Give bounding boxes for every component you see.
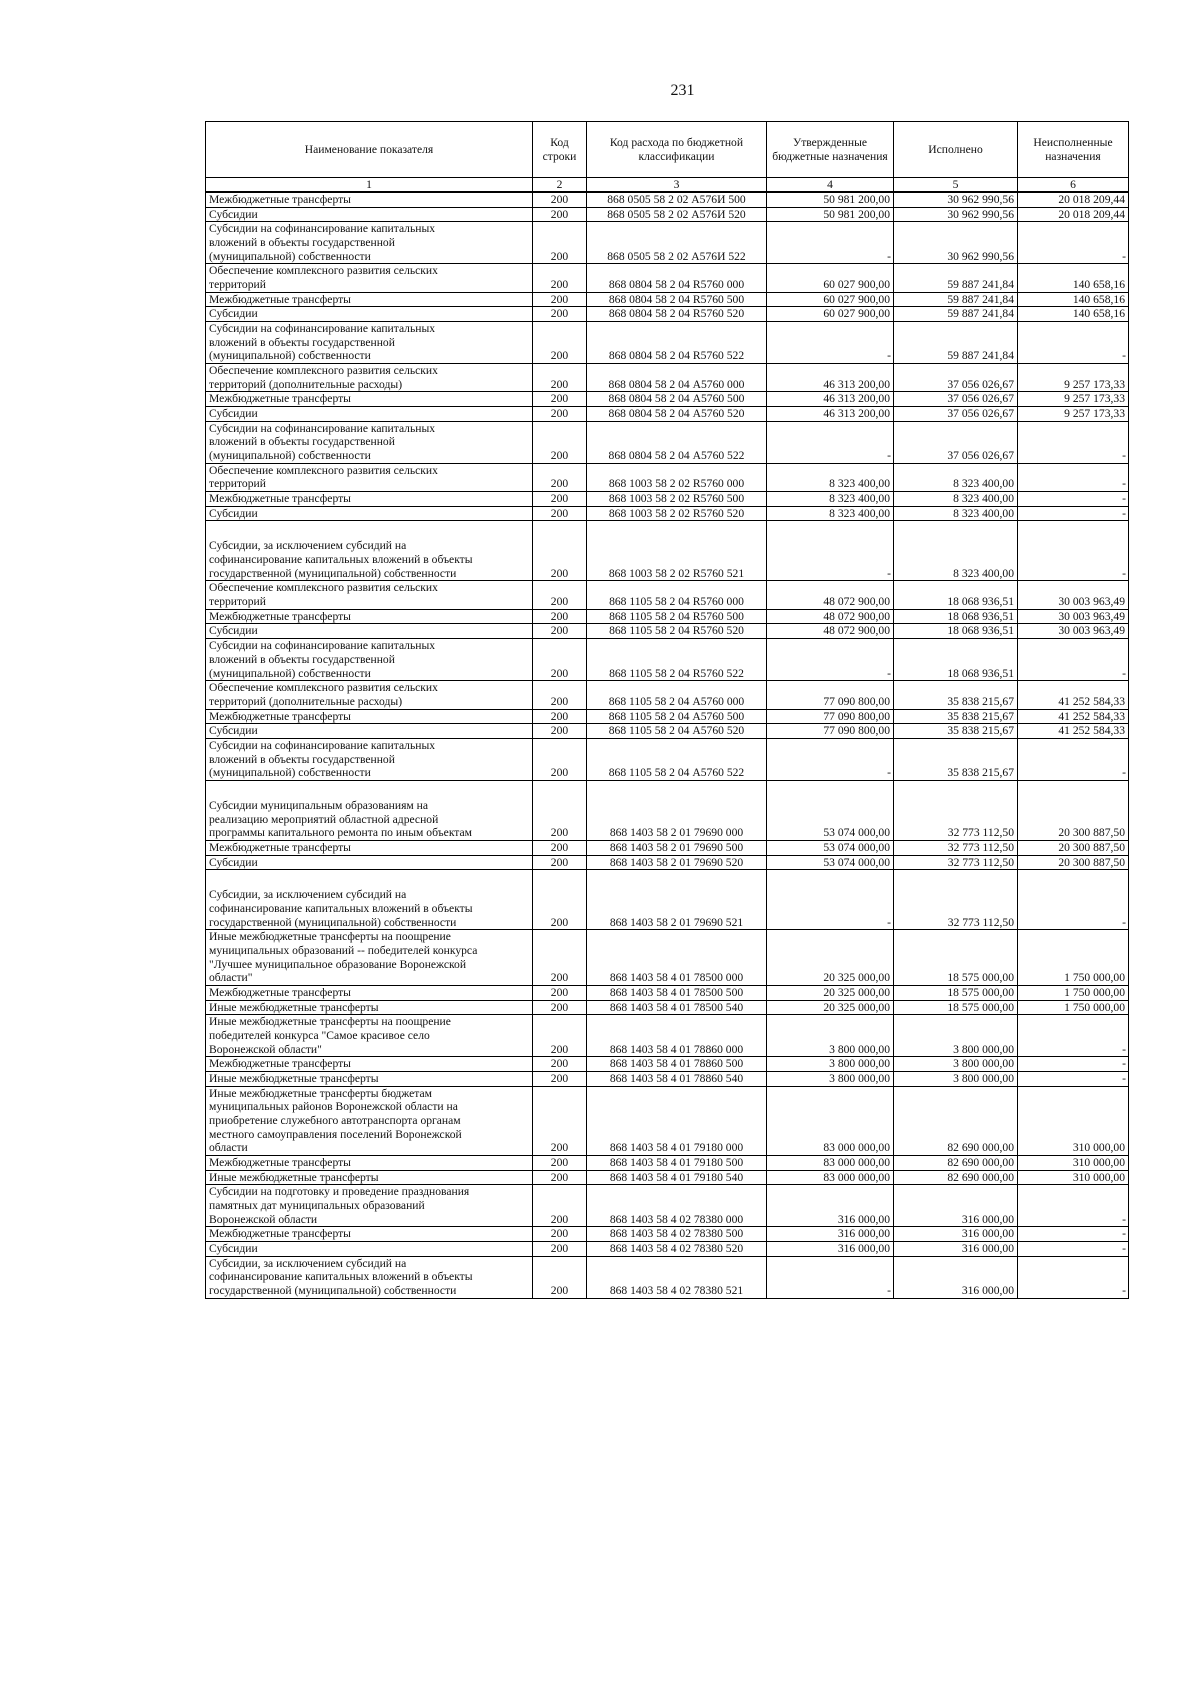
row-executed-amount: 316 000,00 <box>894 1242 1018 1257</box>
table-body <box>206 192 1129 1298</box>
header-executed: Исполнено <box>894 122 1018 178</box>
row-name: Субсидии на софинансирование капитальных вложений в объекты государственной (муниципальной) собственности <box>206 222 533 264</box>
row-name: Межбюджетные трансферты <box>206 492 533 507</box>
row-name: Межбюджетные трансферты <box>206 985 533 1000</box>
row-approved-amount: 50 981 200,00 <box>767 207 894 222</box>
row-name: Субсидии <box>206 506 533 521</box>
row-approved-amount: 48 072 900,00 <box>767 609 894 624</box>
row-executed-amount: 3 800 000,00 <box>894 1057 1018 1072</box>
row-classification-code: 868 1403 58 4 01 78860 540 <box>587 1071 767 1086</box>
row-name: Субсидии <box>206 307 533 322</box>
row-line-code: 200 <box>533 870 587 930</box>
row-approved-amount: 46 313 200,00 <box>767 364 894 392</box>
row-approved-amount: 60 027 900,00 <box>767 307 894 322</box>
header-indicator-name: Наименование показателя <box>206 122 533 178</box>
row-approved-amount: - <box>767 521 894 581</box>
row-executed-amount: 18 575 000,00 <box>894 1000 1018 1015</box>
row-executed-amount: 18 068 936,51 <box>894 581 1018 609</box>
row-classification-code: 868 0505 58 2 02 А576И 500 <box>587 192 767 207</box>
row-line-code: 200 <box>533 506 587 521</box>
row-line-code: 200 <box>533 1185 587 1227</box>
table-row <box>206 392 1129 407</box>
row-approved-amount: 316 000,00 <box>767 1227 894 1242</box>
row-unexecuted-amount: - <box>1018 1227 1129 1242</box>
table-row <box>206 421 1129 463</box>
row-name: Межбюджетные трансферты <box>206 840 533 855</box>
row-unexecuted-amount: 9 257 173,33 <box>1018 392 1129 407</box>
table-row <box>206 222 1129 264</box>
table-row <box>206 307 1129 322</box>
row-line-code: 200 <box>533 724 587 739</box>
row-classification-code: 868 0804 58 2 04 А5760 000 <box>587 364 767 392</box>
row-line-code: 200 <box>533 1170 587 1185</box>
row-classification-code: 868 1105 58 2 04 А5760 522 <box>587 738 767 780</box>
row-executed-amount: 82 690 000,00 <box>894 1156 1018 1171</box>
row-unexecuted-amount: 20 018 209,44 <box>1018 192 1129 207</box>
row-unexecuted-amount: 140 658,16 <box>1018 264 1129 292</box>
row-executed-amount: 82 690 000,00 <box>894 1086 1018 1155</box>
row-executed-amount: 30 962 990,56 <box>894 222 1018 264</box>
row-line-code: 200 <box>533 192 587 207</box>
row-approved-amount: 20 325 000,00 <box>767 1000 894 1015</box>
row-unexecuted-amount: 20 018 209,44 <box>1018 207 1129 222</box>
row-approved-amount: 77 090 800,00 <box>767 724 894 739</box>
table-row <box>206 521 1129 581</box>
row-unexecuted-amount: 310 000,00 <box>1018 1170 1129 1185</box>
row-unexecuted-amount: - <box>1018 1185 1129 1227</box>
row-unexecuted-amount: 140 658,16 <box>1018 292 1129 307</box>
table-row <box>206 624 1129 639</box>
table-row <box>206 207 1129 222</box>
row-name: Субсидии <box>206 624 533 639</box>
row-executed-amount: 35 838 215,67 <box>894 681 1018 709</box>
row-classification-code: 868 1403 58 2 01 79690 000 <box>587 780 767 840</box>
header-budget-classification: Код расхода по бюджетной классификации <box>587 122 767 178</box>
row-approved-amount: 20 325 000,00 <box>767 985 894 1000</box>
row-line-code: 200 <box>533 1242 587 1257</box>
table-row <box>206 985 1129 1000</box>
table-row <box>206 855 1129 870</box>
row-executed-amount: 82 690 000,00 <box>894 1170 1018 1185</box>
row-classification-code: 868 1403 58 4 01 78860 500 <box>587 1057 767 1072</box>
row-unexecuted-amount: - <box>1018 738 1129 780</box>
row-approved-amount: - <box>767 870 894 930</box>
table-row <box>206 639 1129 681</box>
row-name: Иные межбюджетные трансферты <box>206 1170 533 1185</box>
column-number: 3 <box>587 178 767 193</box>
row-classification-code: 868 1403 58 4 02 78380 520 <box>587 1242 767 1257</box>
row-classification-code: 868 1403 58 4 02 78380 000 <box>587 1185 767 1227</box>
row-executed-amount: 32 773 112,50 <box>894 870 1018 930</box>
row-classification-code: 868 1105 58 2 04 А5760 000 <box>587 681 767 709</box>
row-executed-amount: 8 323 400,00 <box>894 506 1018 521</box>
table-row <box>206 1185 1129 1227</box>
row-classification-code: 868 0804 58 2 04 R5760 000 <box>587 264 767 292</box>
row-unexecuted-amount: 310 000,00 <box>1018 1156 1129 1171</box>
row-executed-amount: 18 068 936,51 <box>894 624 1018 639</box>
row-unexecuted-amount: - <box>1018 421 1129 463</box>
row-line-code: 200 <box>533 407 587 422</box>
row-executed-amount: 316 000,00 <box>894 1256 1018 1298</box>
header-unexecuted: Неисполненные назначения <box>1018 122 1129 178</box>
table-row <box>206 1156 1129 1171</box>
row-line-code: 200 <box>533 1256 587 1298</box>
row-approved-amount: 83 000 000,00 <box>767 1170 894 1185</box>
row-name: Межбюджетные трансферты <box>206 1227 533 1242</box>
table-row <box>206 1057 1129 1072</box>
row-classification-code: 868 1403 58 2 01 79690 520 <box>587 855 767 870</box>
row-approved-amount: - <box>767 322 894 364</box>
row-line-code: 200 <box>533 639 587 681</box>
row-unexecuted-amount: - <box>1018 1015 1129 1057</box>
row-line-code: 200 <box>533 930 587 986</box>
table-row <box>206 192 1129 207</box>
row-name: Субсидии, за исключением субсидий на софинансирование капитальных вложений в объекты государственной (муниципальной) собственности <box>206 1256 533 1298</box>
column-number-row <box>206 178 1129 193</box>
row-approved-amount: 20 325 000,00 <box>767 930 894 986</box>
row-line-code: 200 <box>533 1086 587 1155</box>
table-row <box>206 407 1129 422</box>
row-unexecuted-amount: - <box>1018 870 1129 930</box>
row-unexecuted-amount: - <box>1018 463 1129 491</box>
column-number: 4 <box>767 178 894 193</box>
row-unexecuted-amount: 41 252 584,33 <box>1018 709 1129 724</box>
table-row <box>206 709 1129 724</box>
row-approved-amount: - <box>767 222 894 264</box>
row-executed-amount: 316 000,00 <box>894 1227 1018 1242</box>
row-line-code: 200 <box>533 1156 587 1171</box>
row-classification-code: 868 1105 58 2 04 А5760 500 <box>587 709 767 724</box>
row-unexecuted-amount: - <box>1018 506 1129 521</box>
row-executed-amount: 18 068 936,51 <box>894 639 1018 681</box>
row-executed-amount: 35 838 215,67 <box>894 709 1018 724</box>
row-line-code: 200 <box>533 521 587 581</box>
row-line-code: 200 <box>533 207 587 222</box>
table-header-row <box>206 122 1129 178</box>
row-executed-amount: 59 887 241,84 <box>894 264 1018 292</box>
row-approved-amount: 8 323 400,00 <box>767 463 894 491</box>
row-executed-amount: 32 773 112,50 <box>894 780 1018 840</box>
row-classification-code: 868 1003 58 2 02 R5760 521 <box>587 521 767 581</box>
table-row <box>206 1071 1129 1086</box>
row-name: Субсидии <box>206 407 533 422</box>
row-line-code: 200 <box>533 1057 587 1072</box>
row-line-code: 200 <box>533 1227 587 1242</box>
row-line-code: 200 <box>533 1000 587 1015</box>
row-unexecuted-amount: 140 658,16 <box>1018 307 1129 322</box>
row-name: Субсидии <box>206 207 533 222</box>
row-line-code: 200 <box>533 855 587 870</box>
row-executed-amount: 37 056 026,67 <box>894 421 1018 463</box>
table-row <box>206 364 1129 392</box>
row-name: Межбюджетные трансферты <box>206 192 533 207</box>
row-classification-code: 868 1003 58 2 02 R5760 000 <box>587 463 767 491</box>
row-name: Межбюджетные трансферты <box>206 609 533 624</box>
row-classification-code: 868 1105 58 2 04 А5760 520 <box>587 724 767 739</box>
row-unexecuted-amount: 30 003 963,49 <box>1018 609 1129 624</box>
table-row <box>206 1256 1129 1298</box>
row-approved-amount: 77 090 800,00 <box>767 709 894 724</box>
row-line-code: 200 <box>533 392 587 407</box>
table-row <box>206 492 1129 507</box>
row-approved-amount: 83 000 000,00 <box>767 1086 894 1155</box>
row-name: Межбюджетные трансферты <box>206 292 533 307</box>
row-approved-amount: 8 323 400,00 <box>767 492 894 507</box>
row-approved-amount: 53 074 000,00 <box>767 780 894 840</box>
row-classification-code: 868 0505 58 2 02 А576И 520 <box>587 207 767 222</box>
row-line-code: 200 <box>533 609 587 624</box>
row-line-code: 200 <box>533 780 587 840</box>
row-name: Субсидии <box>206 1242 533 1257</box>
row-unexecuted-amount: - <box>1018 492 1129 507</box>
row-classification-code: 868 0804 58 2 04 R5760 500 <box>587 292 767 307</box>
row-classification-code: 868 1003 58 2 02 R5760 520 <box>587 506 767 521</box>
row-approved-amount: 3 800 000,00 <box>767 1071 894 1086</box>
page-number: 231 <box>670 82 695 99</box>
row-classification-code: 868 0804 58 2 04 R5760 520 <box>587 307 767 322</box>
table-row <box>206 1170 1129 1185</box>
row-unexecuted-amount: 1 750 000,00 <box>1018 985 1129 1000</box>
row-unexecuted-amount: - <box>1018 322 1129 364</box>
row-executed-amount: 37 056 026,67 <box>894 407 1018 422</box>
table-row <box>206 738 1129 780</box>
row-line-code: 200 <box>533 1071 587 1086</box>
row-unexecuted-amount: 9 257 173,33 <box>1018 407 1129 422</box>
row-classification-code: 868 1403 58 4 01 79180 500 <box>587 1156 767 1171</box>
row-classification-code: 868 1403 58 4 02 78380 500 <box>587 1227 767 1242</box>
table-row <box>206 1015 1129 1057</box>
row-line-code: 200 <box>533 463 587 491</box>
table-row <box>206 1227 1129 1242</box>
row-unexecuted-amount: 9 257 173,33 <box>1018 364 1129 392</box>
row-classification-code: 868 1403 58 4 01 79180 540 <box>587 1170 767 1185</box>
row-name: Иные межбюджетные трансферты <box>206 1000 533 1015</box>
row-executed-amount: 35 838 215,67 <box>894 724 1018 739</box>
row-line-code: 200 <box>533 681 587 709</box>
table-row <box>206 609 1129 624</box>
table-row <box>206 1086 1129 1155</box>
row-unexecuted-amount: - <box>1018 1057 1129 1072</box>
row-classification-code: 868 1105 58 2 04 R5760 000 <box>587 581 767 609</box>
row-line-code: 200 <box>533 307 587 322</box>
row-executed-amount: 37 056 026,67 <box>894 392 1018 407</box>
row-name: Иные межбюджетные трансферты бюджетам муниципальных районов Воронежской области на приобретение служебного автотранспорта органам местного самоуправления поселений Воронежской области <box>206 1086 533 1155</box>
row-line-code: 200 <box>533 581 587 609</box>
row-name: Субсидии на подготовку и проведение празднования памятных дат муниципальных образований Воронежской области <box>206 1185 533 1227</box>
row-approved-amount: 60 027 900,00 <box>767 264 894 292</box>
row-unexecuted-amount: 41 252 584,33 <box>1018 681 1129 709</box>
row-approved-amount: - <box>767 738 894 780</box>
row-approved-amount: 60 027 900,00 <box>767 292 894 307</box>
row-line-code: 200 <box>533 322 587 364</box>
row-line-code: 200 <box>533 1015 587 1057</box>
row-unexecuted-amount: 20 300 887,50 <box>1018 840 1129 855</box>
row-name: Иные межбюджетные трансферты на поощрение победителей конкурса "Самое красивое село Воронежской области" <box>206 1015 533 1057</box>
table-row <box>206 681 1129 709</box>
table-row <box>206 930 1129 986</box>
table-row <box>206 1000 1129 1015</box>
row-approved-amount: 50 981 200,00 <box>767 192 894 207</box>
row-name: Субсидии на софинансирование капитальных вложений в объекты государственной (муниципальной) собственности <box>206 639 533 681</box>
row-approved-amount: 83 000 000,00 <box>767 1156 894 1171</box>
row-approved-amount: 48 072 900,00 <box>767 624 894 639</box>
row-classification-code: 868 0804 58 2 04 А5760 500 <box>587 392 767 407</box>
row-name: Субсидии на софинансирование капитальных вложений в объекты государственной (муниципальной) собственности <box>206 322 533 364</box>
row-classification-code: 868 1403 58 2 01 79690 521 <box>587 870 767 930</box>
row-line-code: 200 <box>533 738 587 780</box>
row-approved-amount: 316 000,00 <box>767 1185 894 1227</box>
table-row <box>206 1242 1129 1257</box>
row-executed-amount: 30 962 990,56 <box>894 192 1018 207</box>
row-classification-code: 868 1403 58 4 01 78500 000 <box>587 930 767 986</box>
row-unexecuted-amount: 1 750 000,00 <box>1018 1000 1129 1015</box>
row-name: Межбюджетные трансферты <box>206 392 533 407</box>
row-unexecuted-amount: 1 750 000,00 <box>1018 930 1129 986</box>
table-row <box>206 581 1129 609</box>
row-unexecuted-amount: 20 300 887,50 <box>1018 780 1129 840</box>
row-executed-amount: 3 800 000,00 <box>894 1071 1018 1086</box>
table-row <box>206 322 1129 364</box>
row-line-code: 200 <box>533 421 587 463</box>
row-name: Субсидии <box>206 855 533 870</box>
row-name: Субсидии, за исключением субсидий на софинансирование капитальных вложений в объекты государственной (муниципальной) собственности <box>206 870 533 930</box>
row-name: Обеспечение комплексного развития сельских территорий <box>206 581 533 609</box>
row-classification-code: 868 0804 58 2 04 А5760 520 <box>587 407 767 422</box>
row-name: Субсидии, за исключением субсидий на софинансирование капитальных вложений в объекты государственной (муниципальной) собственности <box>206 521 533 581</box>
row-approved-amount: - <box>767 639 894 681</box>
row-executed-amount: 18 575 000,00 <box>894 985 1018 1000</box>
row-name: Субсидии муниципальным образованиям на реализацию мероприятий областной адресной программы капитального ремонта по иным объектам <box>206 780 533 840</box>
row-executed-amount: 35 838 215,67 <box>894 738 1018 780</box>
row-line-code: 200 <box>533 709 587 724</box>
table-row <box>206 870 1129 930</box>
row-unexecuted-amount: - <box>1018 521 1129 581</box>
row-line-code: 200 <box>533 840 587 855</box>
table-row <box>206 840 1129 855</box>
row-approved-amount: 53 074 000,00 <box>767 855 894 870</box>
table-row <box>206 264 1129 292</box>
row-line-code: 200 <box>533 492 587 507</box>
row-approved-amount: 77 090 800,00 <box>767 681 894 709</box>
row-executed-amount: 8 323 400,00 <box>894 463 1018 491</box>
column-number: 1 <box>206 178 533 193</box>
row-name: Иные межбюджетные трансферты <box>206 1071 533 1086</box>
row-unexecuted-amount: - <box>1018 1242 1129 1257</box>
row-executed-amount: 316 000,00 <box>894 1185 1018 1227</box>
row-executed-amount: 37 056 026,67 <box>894 364 1018 392</box>
row-executed-amount: 32 773 112,50 <box>894 840 1018 855</box>
row-name: Обеспечение комплексного развития сельских территорий <box>206 463 533 491</box>
row-executed-amount: 3 800 000,00 <box>894 1015 1018 1057</box>
row-executed-amount: 32 773 112,50 <box>894 855 1018 870</box>
row-name: Межбюджетные трансферты <box>206 1057 533 1072</box>
table-row <box>206 292 1129 307</box>
row-name: Обеспечение комплексного развития сельских территорий (дополнительные расходы) <box>206 364 533 392</box>
row-line-code: 200 <box>533 292 587 307</box>
row-executed-amount: 8 323 400,00 <box>894 492 1018 507</box>
header-line-code: Код строки <box>533 122 587 178</box>
row-unexecuted-amount: 30 003 963,49 <box>1018 581 1129 609</box>
row-executed-amount: 18 068 936,51 <box>894 609 1018 624</box>
row-classification-code: 868 0804 58 2 04 R5760 522 <box>587 322 767 364</box>
row-executed-amount: 59 887 241,84 <box>894 307 1018 322</box>
row-name: Обеспечение комплексного развития сельских территорий (дополнительные расходы) <box>206 681 533 709</box>
row-unexecuted-amount: - <box>1018 1256 1129 1298</box>
row-line-code: 200 <box>533 222 587 264</box>
budget-report-table <box>205 121 1129 1299</box>
row-unexecuted-amount: 30 003 963,49 <box>1018 624 1129 639</box>
row-approved-amount: 3 800 000,00 <box>767 1057 894 1072</box>
row-classification-code: 868 1403 58 2 01 79690 500 <box>587 840 767 855</box>
row-classification-code: 868 1403 58 4 01 79180 000 <box>587 1086 767 1155</box>
row-executed-amount: 30 962 990,56 <box>894 207 1018 222</box>
column-number: 2 <box>533 178 587 193</box>
row-approved-amount: 48 072 900,00 <box>767 581 894 609</box>
row-classification-code: 868 0505 58 2 02 А576И 522 <box>587 222 767 264</box>
table-row <box>206 724 1129 739</box>
row-approved-amount: 46 313 200,00 <box>767 407 894 422</box>
column-number: 6 <box>1018 178 1129 193</box>
row-executed-amount: 59 887 241,84 <box>894 292 1018 307</box>
row-classification-code: 868 1403 58 4 01 78500 540 <box>587 1000 767 1015</box>
row-approved-amount: 316 000,00 <box>767 1242 894 1257</box>
row-unexecuted-amount: - <box>1018 222 1129 264</box>
row-classification-code: 868 1403 58 4 01 78500 500 <box>587 985 767 1000</box>
table-row <box>206 780 1129 840</box>
row-classification-code: 868 0804 58 2 04 А5760 522 <box>587 421 767 463</box>
row-name: Иные межбюджетные трансферты на поощрение муниципальных образований -- победителей конкурса "Лучшее муниципальное образование Воронежской области" <box>206 930 533 986</box>
row-name: Обеспечение комплексного развития сельских территорий <box>206 264 533 292</box>
row-unexecuted-amount: - <box>1018 1071 1129 1086</box>
row-classification-code: 868 1403 58 4 01 78860 000 <box>587 1015 767 1057</box>
row-approved-amount: 8 323 400,00 <box>767 506 894 521</box>
row-approved-amount: 46 313 200,00 <box>767 392 894 407</box>
row-classification-code: 868 1105 58 2 04 R5760 500 <box>587 609 767 624</box>
table-row <box>206 506 1129 521</box>
header-approved: Утвержденные бюджетные назначения <box>767 122 894 178</box>
row-approved-amount: 3 800 000,00 <box>767 1015 894 1057</box>
column-number: 5 <box>894 178 1018 193</box>
row-name: Субсидии <box>206 724 533 739</box>
row-line-code: 200 <box>533 624 587 639</box>
row-name: Субсидии на софинансирование капитальных вложений в объекты государственной (муниципальной) собственности <box>206 738 533 780</box>
row-approved-amount: - <box>767 1256 894 1298</box>
table-row <box>206 463 1129 491</box>
row-executed-amount: 59 887 241,84 <box>894 322 1018 364</box>
row-line-code: 200 <box>533 364 587 392</box>
row-line-code: 200 <box>533 985 587 1000</box>
row-unexecuted-amount: 310 000,00 <box>1018 1086 1129 1155</box>
row-name: Межбюджетные трансферты <box>206 1156 533 1171</box>
row-classification-code: 868 1003 58 2 02 R5760 500 <box>587 492 767 507</box>
row-classification-code: 868 1105 58 2 04 R5760 520 <box>587 624 767 639</box>
row-approved-amount: 53 074 000,00 <box>767 840 894 855</box>
row-name: Субсидии на софинансирование капитальных вложений в объекты государственной (муниципальной) собственности <box>206 421 533 463</box>
row-unexecuted-amount: 41 252 584,33 <box>1018 724 1129 739</box>
row-unexecuted-amount: 20 300 887,50 <box>1018 855 1129 870</box>
row-executed-amount: 8 323 400,00 <box>894 521 1018 581</box>
row-unexecuted-amount: - <box>1018 639 1129 681</box>
row-line-code: 200 <box>533 264 587 292</box>
row-executed-amount: 18 575 000,00 <box>894 930 1018 986</box>
row-name: Межбюджетные трансферты <box>206 709 533 724</box>
row-classification-code: 868 1403 58 4 02 78380 521 <box>587 1256 767 1298</box>
row-approved-amount: - <box>767 421 894 463</box>
row-classification-code: 868 1105 58 2 04 R5760 522 <box>587 639 767 681</box>
